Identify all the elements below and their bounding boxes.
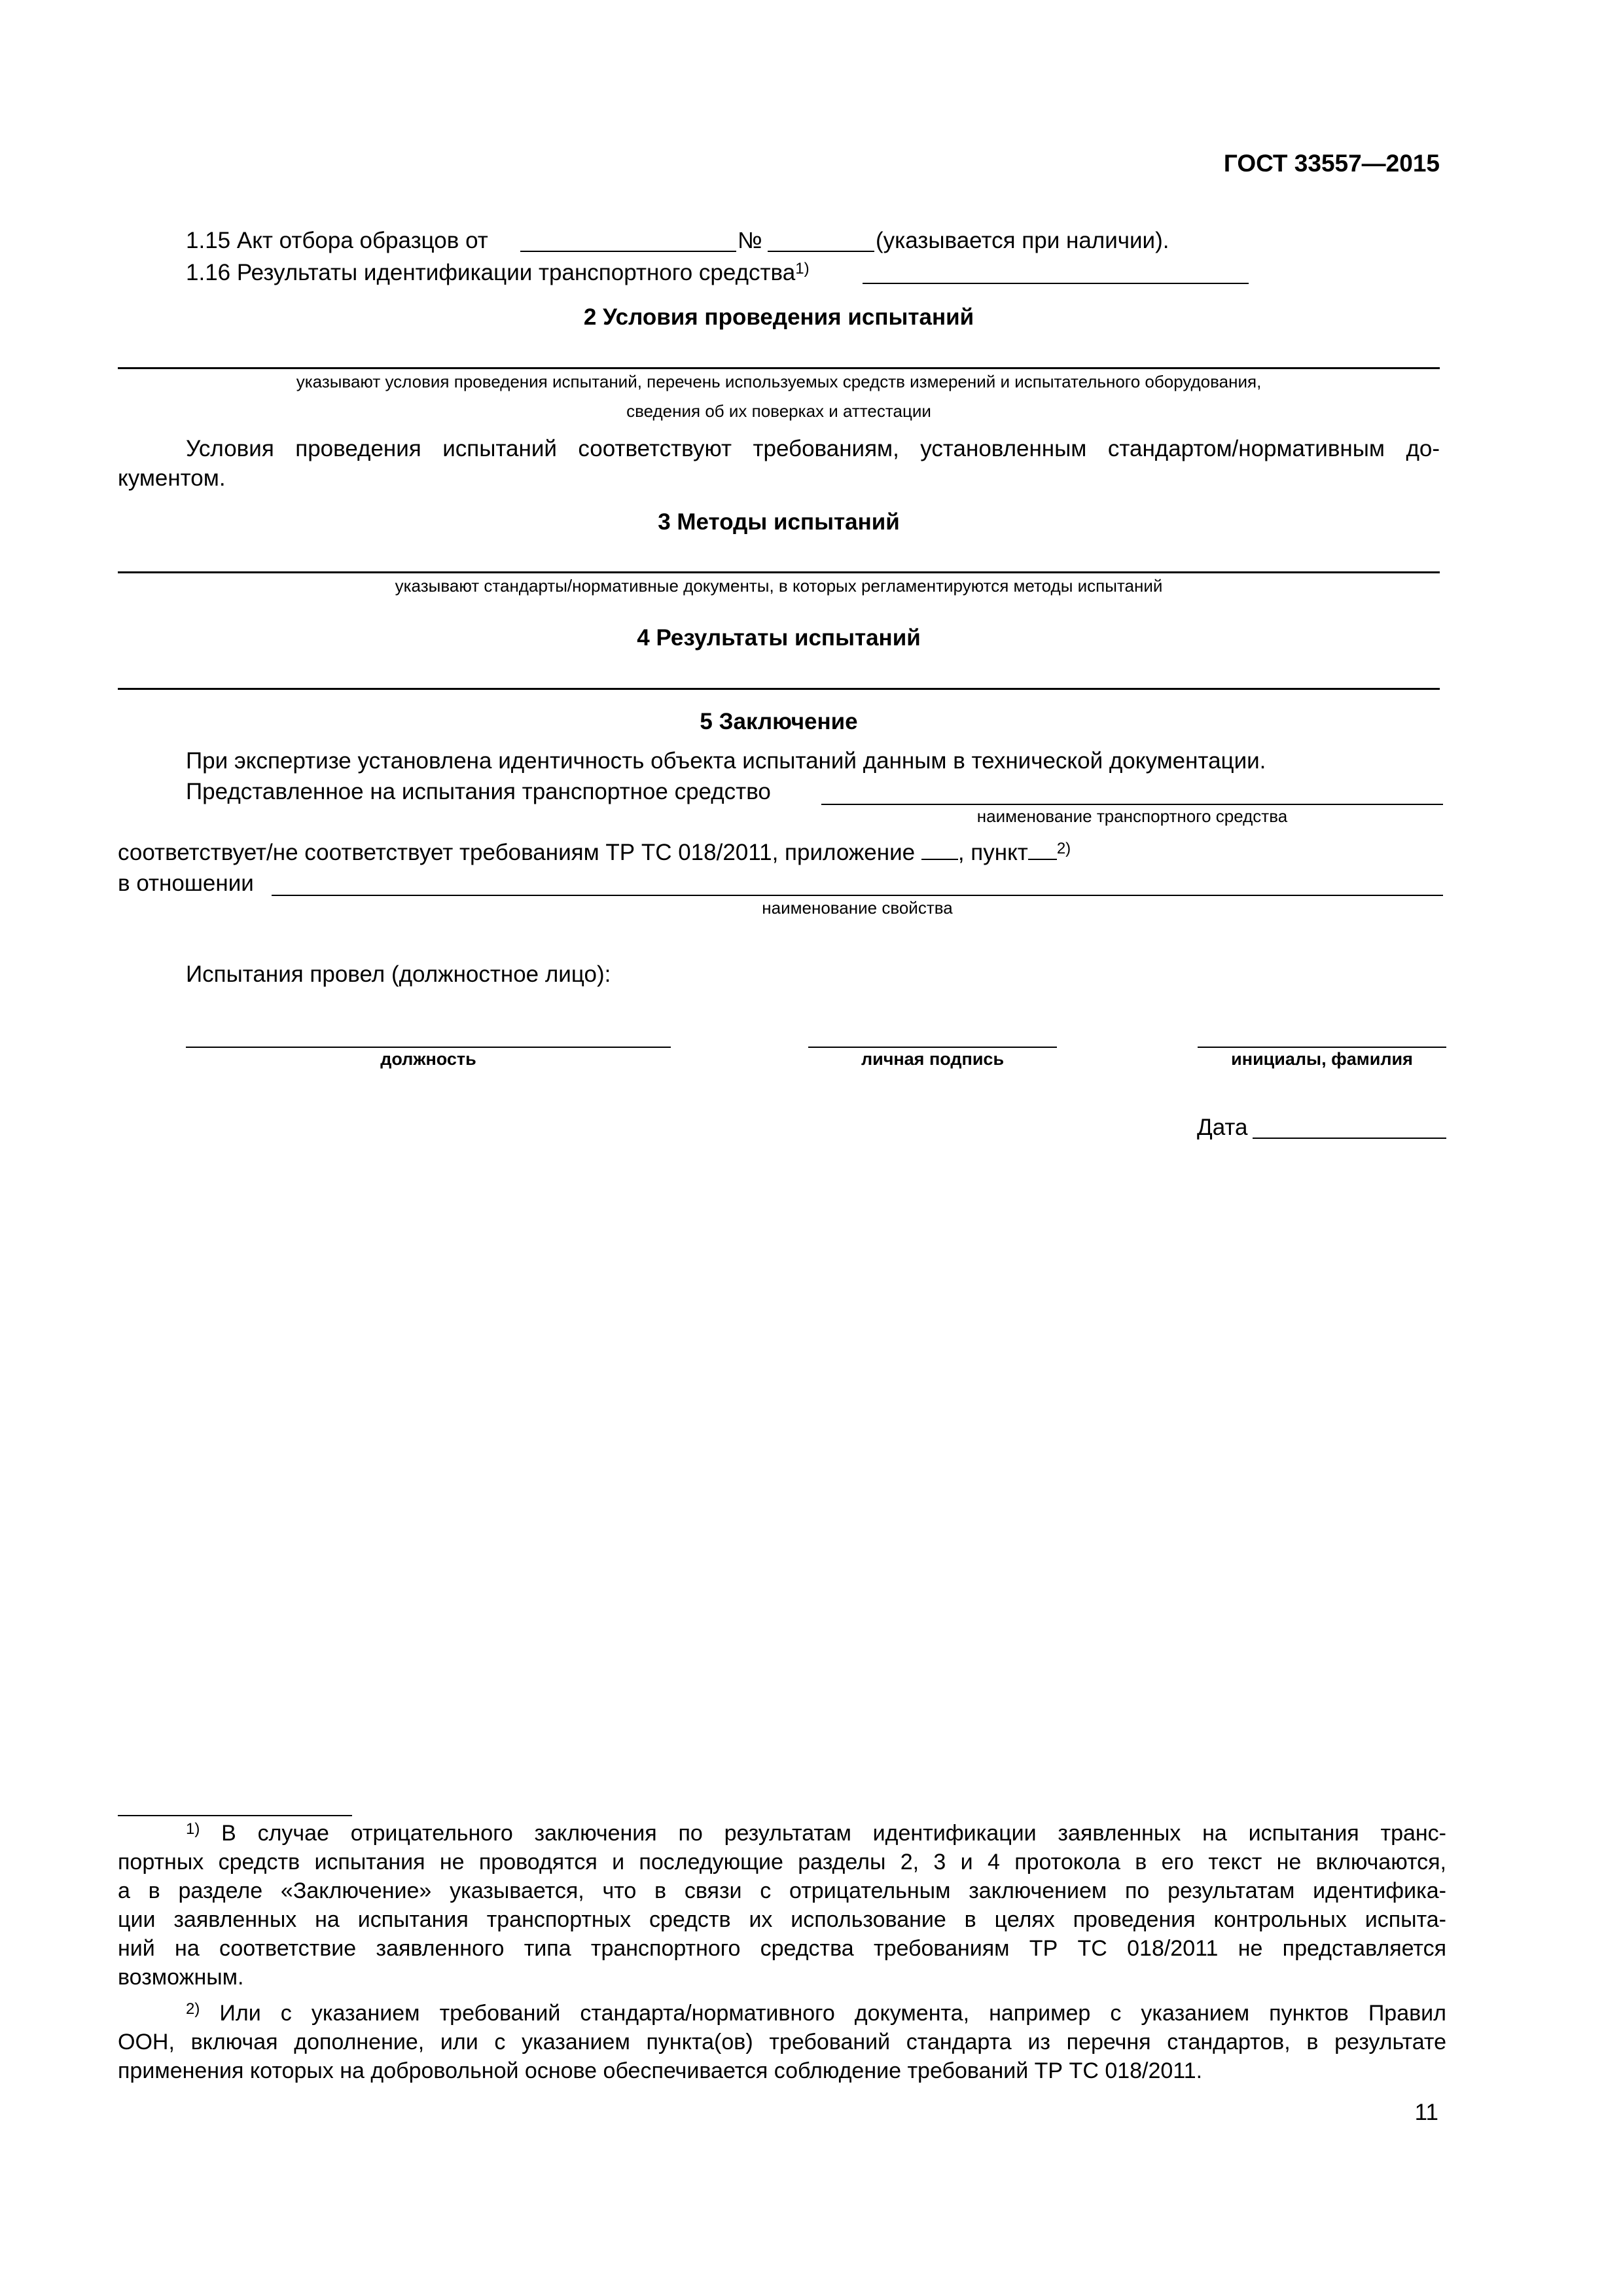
footnote-ref-1: 1): [795, 260, 810, 278]
footnote-1-line-6: возможным.: [118, 1965, 244, 1990]
position-field[interactable]: [186, 1047, 671, 1048]
sample-act-number-field[interactable]: [768, 251, 874, 252]
signature-field[interactable]: [808, 1047, 1057, 1048]
tested-by-label: Испытания провел (должностное лицо):: [186, 961, 611, 987]
section-2-paragraph-line-2: кументом.: [118, 465, 226, 491]
identification-result-field[interactable]: [863, 283, 1249, 284]
section-3-hint: указывают стандарты/нормативные документы, в которых регламентируются методы испытаний: [395, 576, 1163, 596]
clause-field[interactable]: [1028, 839, 1057, 860]
section-2-paragraph-line-1: Условия проведения испытаний соответствуют требованиям, установленным стандартом/нормативным до-: [186, 436, 1440, 461]
property-name-field[interactable]: [272, 895, 1443, 896]
section-4-fill-line[interactable]: [118, 688, 1440, 690]
section-3-fill-line[interactable]: [118, 571, 1440, 573]
footnote-1-line-4: ции заявленных на испытания транспортных средств их использование в целях проведения контрольных испыта-: [118, 1907, 1446, 1932]
footnote-2-line-3: применения которых на добровольной основе обеспечивается соблюдение требований ТР ТС 018/2011.: [118, 2058, 1203, 2083]
signature-hint: личная подпись: [861, 1049, 1005, 1069]
footnote-2-mark: 2): [186, 2000, 200, 2018]
footnote-ref-2: 2): [1056, 840, 1071, 857]
conclusion-line-2: Представленное на испытания транспортное средство: [186, 779, 771, 804]
item-1-15-no-sign: №: [738, 228, 762, 253]
footnote-1-line-2: портных средств испытания не проводятся и последующие разделы 2, 3 и 4 протокола в его текст не включаются,: [118, 1850, 1446, 1874]
vehicle-name-field[interactable]: [821, 804, 1443, 805]
section-3-title: 3 Методы испытаний: [658, 509, 900, 535]
footnote-separator: [118, 1815, 352, 1816]
vehicle-name-hint: наименование транспортного средства: [976, 806, 1288, 826]
initials-hint: инициалы, фамилия: [1231, 1049, 1413, 1069]
date-field[interactable]: [1253, 1138, 1446, 1139]
page-number: 11: [1414, 2100, 1438, 2125]
sample-act-date-field[interactable]: [520, 251, 736, 252]
footnote-1-line-3: а в разделе «Заключение» указывается, что в связи с отрицательным заключением по результатам идентифика-: [118, 1878, 1446, 1903]
initials-field[interactable]: [1198, 1047, 1446, 1048]
section-5-title: 5 Заключение: [700, 709, 858, 734]
footnote-2-line-1: $^{2)}$ Или с указанием требований стандарта/нормативного документа, например с указанием пунктов Правил: [186, 2000, 1447, 2026]
item-1-16-text: 1.16 Результаты идентификации транспортного средства$^{1)}$: [186, 260, 810, 285]
conclusion-line-3: соответствует/не соответствует требованиям ТР ТС 018/2011, приложение , пункт $^{2)}$: [118, 840, 1071, 865]
position-hint: должность: [380, 1049, 476, 1069]
section-2-hint-2: сведения об их поверках и аттестации: [626, 401, 931, 421]
property-name-hint: наименование свойства: [762, 898, 953, 918]
footnote-2-line-2: ООН, включая дополнение, или с указанием пункта(ов) требований стандарта из перечня стандартов, в результате: [118, 2030, 1446, 2054]
footnote-1-mark: 1): [186, 1820, 200, 1838]
footnote-1-line-5: ний на соответствие заявленного типа транспортного средства требованиям ТР ТС 018/2011 не представляется: [118, 1936, 1446, 1961]
appendix-field[interactable]: [921, 839, 958, 860]
footnote-1-line-1: $^{1)}$ В случае отрицательного заключения по результатам идентификации заявленных на испытания транс-: [186, 1820, 1446, 1846]
conclusion-line-1: При экспертизе установлена идентичность объекта испытаний данным в технической документации.: [186, 748, 1266, 774]
section-2-hint-1: указывают условия проведения испытаний, перечень используемых средств измерений и испытательного оборудования,: [296, 372, 1262, 391]
conclusion-line-4: в отношении: [118, 870, 254, 896]
section-2-title: 2 Условия проведения испытаний: [583, 304, 974, 330]
section-4-title: 4 Результаты испытаний: [637, 625, 921, 651]
document-header: ГОСТ 33557—2015: [1223, 150, 1440, 177]
item-1-15-prefix: 1.15 Акт отбора образцов от: [186, 228, 488, 253]
item-1-15-suffix: (указывается при наличии).: [876, 228, 1169, 253]
date-label: Дата: [1197, 1115, 1248, 1140]
section-2-fill-line[interactable]: [118, 367, 1440, 369]
